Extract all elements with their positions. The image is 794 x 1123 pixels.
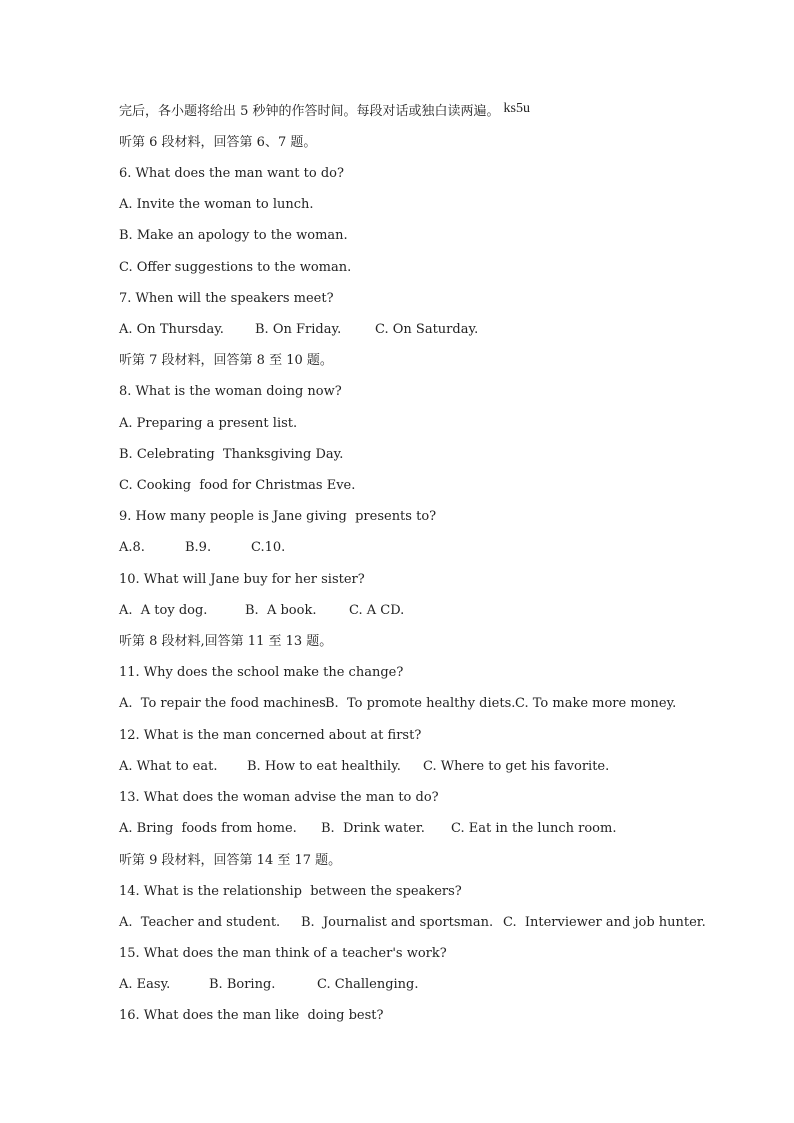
section-heading-6: 听第 6 段材料，回答第 6、7 题。	[119, 135, 317, 150]
question-14-option-b: B. Journalist and sportsman.	[301, 915, 494, 930]
question-7-option-a: A. On Thursday.	[119, 322, 224, 337]
question-14-option-a: A. Teacher and student.	[119, 915, 281, 930]
question-11-option-b: B. To promote healthy diets.	[325, 696, 516, 711]
question-7-option-b: B. On Friday.	[255, 322, 342, 337]
question-12-option-c: C. Where to get his favorite.	[423, 759, 610, 774]
question-8-stem: 8. What is the woman doing now?	[119, 384, 342, 399]
question-13-option-a: A. Bring foods from home.	[119, 821, 297, 836]
question-9-stem: 9. How many people is Jane giving presents to?	[119, 509, 437, 524]
question-12-option-b: B. How to eat healthily.	[247, 759, 401, 774]
question-11-stem: 11. Why does the school make the change?	[119, 665, 404, 680]
section-heading-7: 听第 7 段材料，回答第 8 至 10 题。	[119, 353, 333, 368]
question-9-option-a: A.8.	[119, 540, 145, 555]
question-14-stem: 14. What is the relationship between the speakers?	[119, 884, 462, 899]
question-8-option-a: A. Preparing a present list.	[119, 416, 298, 431]
question-7-option-c: C. On Saturday.	[375, 322, 479, 337]
question-13-option-b: B. Drink water.	[321, 821, 425, 836]
question-15-option-a: A. Easy.	[119, 977, 171, 992]
question-15-option-c: C. Challenging.	[317, 977, 419, 992]
question-15-option-b: B. Boring.	[209, 977, 276, 992]
question-8-option-c: C. Cooking food for Christmas Eve.	[119, 478, 356, 493]
question-6-option-b: B. Make an apology to the woman.	[119, 228, 348, 243]
question-12-stem: 12. What is the man concerned about at first?	[119, 728, 422, 743]
question-10-stem: 10. What will Jane buy for her sister?	[119, 572, 365, 587]
question-14-option-c: C. Interviewer and job hunter.	[503, 915, 706, 930]
question-6-option-a: A. Invite the woman to lunch.	[119, 197, 314, 212]
watermark: ks5u	[503, 101, 530, 116]
question-7-stem: 7. When will the speakers meet?	[119, 291, 334, 306]
question-9-option-c: C.10.	[251, 540, 286, 555]
question-13-stem: 13. What does the woman advise the man to do?	[119, 790, 439, 805]
instruction-line	[119, 101, 530, 120]
question-11-option-a: A. To repair the food machines.	[119, 696, 330, 711]
question-12-option-a: A. What to eat.	[119, 759, 218, 774]
question-8-option-b: B. Celebrating Thanksgiving Day.	[119, 447, 344, 462]
section-heading-8: 听第 8 段材料,回答第 11 至 13 题。	[119, 634, 333, 649]
question-16-stem: 16. What does the man like doing best?	[119, 1008, 384, 1023]
instruction-text: 完后，各小题将给出 5 秒钟的作答时间。每段对话或独白读两遍。	[119, 104, 500, 119]
question-6-stem: 6. What does the man want to do?	[119, 166, 344, 181]
question-13-option-c: C. Eat in the lunch room.	[451, 821, 617, 836]
question-10-option-c: C. A CD.	[349, 603, 405, 618]
question-6-option-c: C. Offer suggestions to the woman.	[119, 260, 352, 275]
section-heading-9: 听第 9 段材料，回答第 14 至 17 题。	[119, 853, 342, 868]
question-11-option-c: C. To make more money.	[515, 696, 677, 711]
question-15-stem: 15. What does the man think of a teacher's work?	[119, 946, 447, 961]
question-10-option-a: A. A toy dog.	[119, 603, 208, 618]
question-10-option-b: B. A book.	[245, 603, 317, 618]
question-9-option-b: B.9.	[185, 540, 212, 555]
